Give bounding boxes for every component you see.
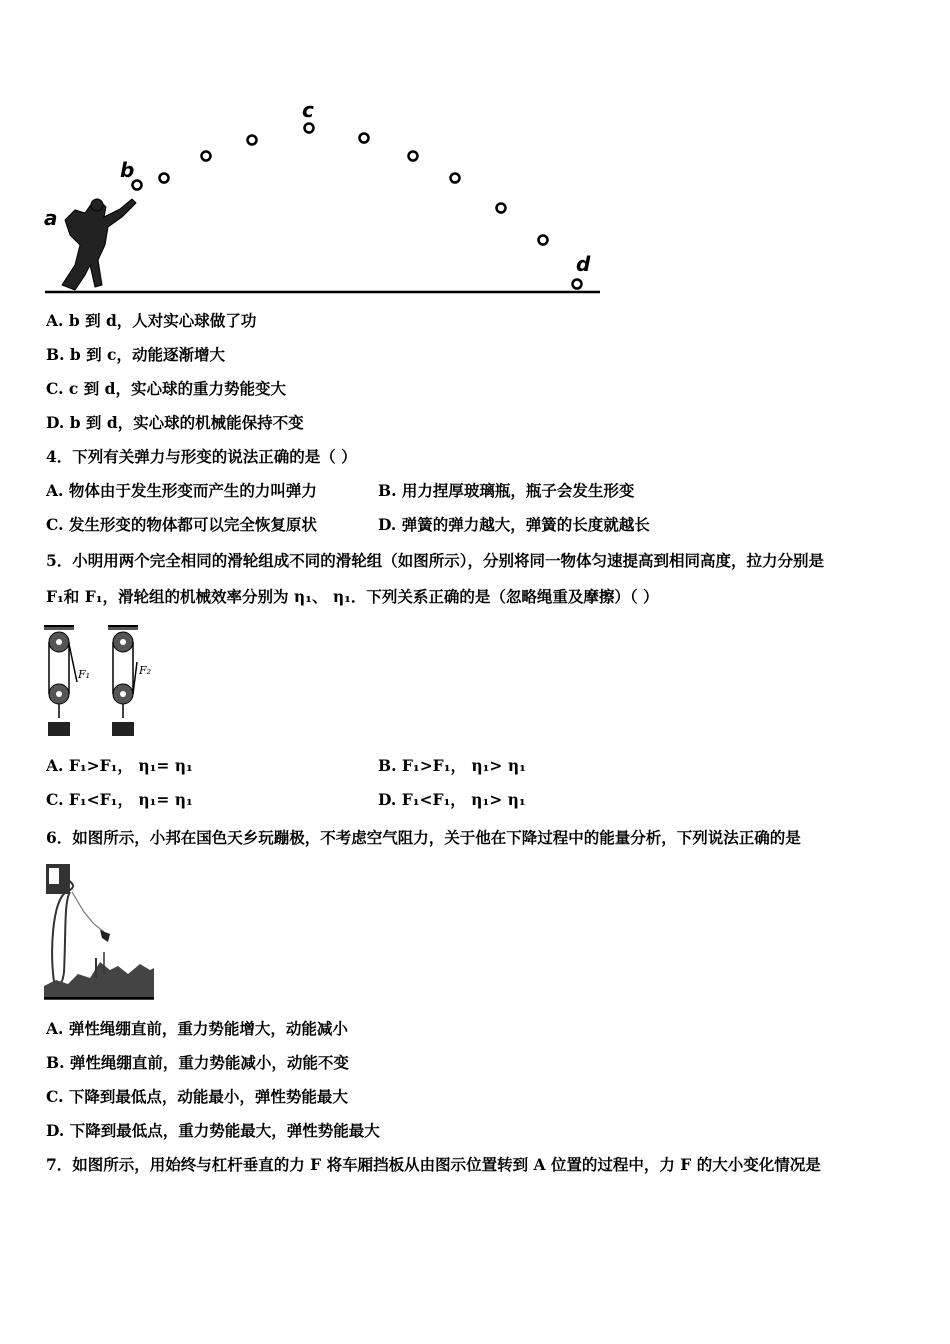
q5-stem-line1: 5．小明用两个完全相同的滑轮组成不同的滑轮组（如图所示），分别将同一物体匀速提高到相同高度，拉力分别是 (46, 551, 825, 570)
q4-option-a: A. 物体由于发生形变而产生的力叫弹力 (46, 481, 317, 500)
q6-stem: 6．如图所示，小邦在国色天乡玩蹦极，不考虑空气阻力，关于他在下降过程中的能量分析，下列说法正确的是 (46, 828, 801, 847)
label-f1: F₁ (78, 668, 91, 681)
q7-stem: 7．如图所示，用始终与杠杆垂直的力 F 将车厢挡板从由图示位置转到 A 位置的过程中，力 F 的大小变化情况是 (46, 1155, 821, 1174)
athlete-figure (62, 199, 136, 290)
shot-put-trajectory-figure (40, 95, 610, 300)
q6-option-a: A. 弹性绳绷直前，重力势能增大，动能减小 (46, 1019, 348, 1038)
label-b: b (120, 158, 135, 182)
label-a: a (44, 206, 58, 230)
q4-stem: 4．下列有关弹力与形变的说法正确的是（ ） (46, 447, 357, 466)
pulley-system-1 (44, 626, 90, 736)
q3-option-d: D. b 到 d，实心球的机械能保持不变 (46, 413, 304, 432)
q6-option-b: B. 弹性绳绷直前，重力势能减小，动能不变 (46, 1053, 349, 1072)
q4-option-c: C. 发生形变的物体都可以完全恢复原状 (46, 515, 317, 534)
q3-option-c: C. c 到 d，实心球的重力势能变大 (46, 379, 286, 398)
label-d: d (576, 252, 591, 276)
q3-option-a: A. b 到 d，人对实心球做了功 (46, 311, 257, 330)
q5-option-b: B. F₁>F₁， η₁> η₁ (378, 756, 526, 775)
q6-option-d: D. 下降到最低点，重力势能最大，弹性势能最大 (46, 1121, 380, 1140)
ball-c (305, 124, 314, 133)
q6-option-c: C. 下降到最低点，动能最小，弹性势能最大 (46, 1087, 348, 1106)
q5-option-a: A. F₁>F₁， η₁= η₁ (46, 756, 193, 775)
q5-option-d: D. F₁<F₁， η₁> η₁ (378, 790, 526, 809)
pulley-systems-figure (40, 622, 170, 744)
q5-option-c: C. F₁<F₁， η₁= η₁ (46, 790, 193, 809)
q5-stem-line2: F₁和 F₁，滑轮组的机械效率分别为 η₁、 η₁．下列关系正确的是（忽略绳重及摩擦）（ ） (46, 587, 659, 606)
ball-positions (133, 124, 582, 289)
pulley-system-2 (108, 626, 151, 736)
q3-option-b: B. b 到 c，动能逐渐增大 (46, 345, 225, 364)
q4-option-d: D. 弹簧的弹力越大，弹簧的长度就越长 (378, 515, 650, 534)
label-c: c (302, 98, 314, 122)
q4-option-b: B. 用力捏厚玻璃瓶，瓶子会发生形变 (378, 481, 635, 500)
bungee-jump-figure (44, 862, 154, 1000)
label-f2: F₂ (139, 664, 152, 677)
ball-d (573, 280, 582, 289)
